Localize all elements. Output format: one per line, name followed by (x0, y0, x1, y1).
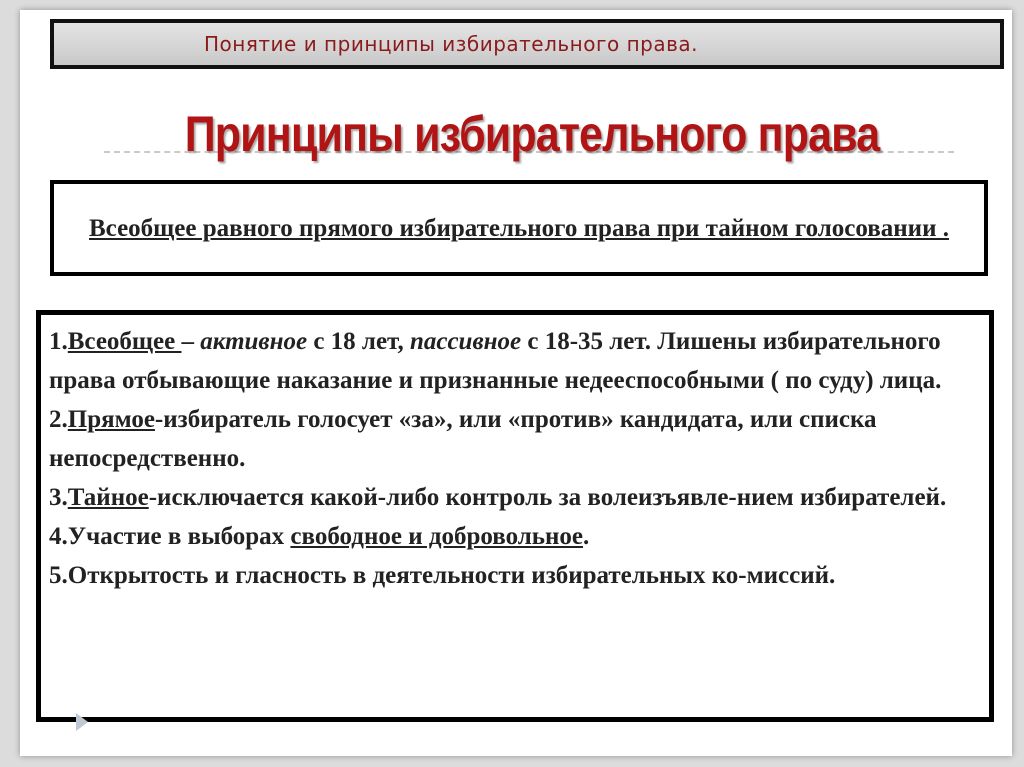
item-end: . (583, 523, 590, 550)
item-term: Прямое (67, 406, 155, 433)
list-item-secret (49, 478, 979, 517)
item-term: Всеобщее (67, 328, 182, 355)
item-text: 4.Участие в выборах (49, 523, 291, 550)
item-term: Тайное (67, 484, 149, 511)
item-text: с 18-35 лет. Лишены избирательного права отбывающие наказание и признанные недееспособными ( по суду) лица. (49, 328, 942, 394)
header-bar (50, 19, 1004, 69)
item-text: 5.Открытость и гласность в деятельности избирательных ко-миссий. (49, 562, 836, 589)
item-text: -исключается какой-либо контроль за волеизъявле-нием избирателей. (148, 484, 947, 511)
item-term: свободное и добровольное (290, 523, 584, 550)
play-arrow-icon[interactable] (76, 713, 88, 731)
principles-summary: Всеобщее равного прямого избирательного права при тайном голосовании . (89, 214, 949, 242)
item-active: активное (200, 328, 308, 355)
item-text: -избиратель голосует «за», или «против» кандидата, или списка непосредственно. (49, 406, 877, 472)
list-item-openness (49, 556, 979, 595)
header-title: Понятие и принципы избирательного права. (204, 32, 699, 56)
list-item-direct (49, 400, 979, 478)
principles-summary-box (50, 180, 988, 276)
item-text: с 18 лет, (307, 328, 410, 355)
item-passive: пассивное (409, 328, 522, 355)
list-item-universal (49, 322, 979, 400)
slide-title: Принципы избирательного права (184, 106, 880, 162)
slide (20, 10, 1012, 756)
item-number: 2. (49, 406, 68, 433)
item-number: 3. (49, 484, 68, 511)
item-dash: – (181, 328, 201, 355)
list-item-free (49, 517, 979, 556)
principles-list (36, 310, 994, 722)
item-number: 1. (49, 328, 68, 355)
